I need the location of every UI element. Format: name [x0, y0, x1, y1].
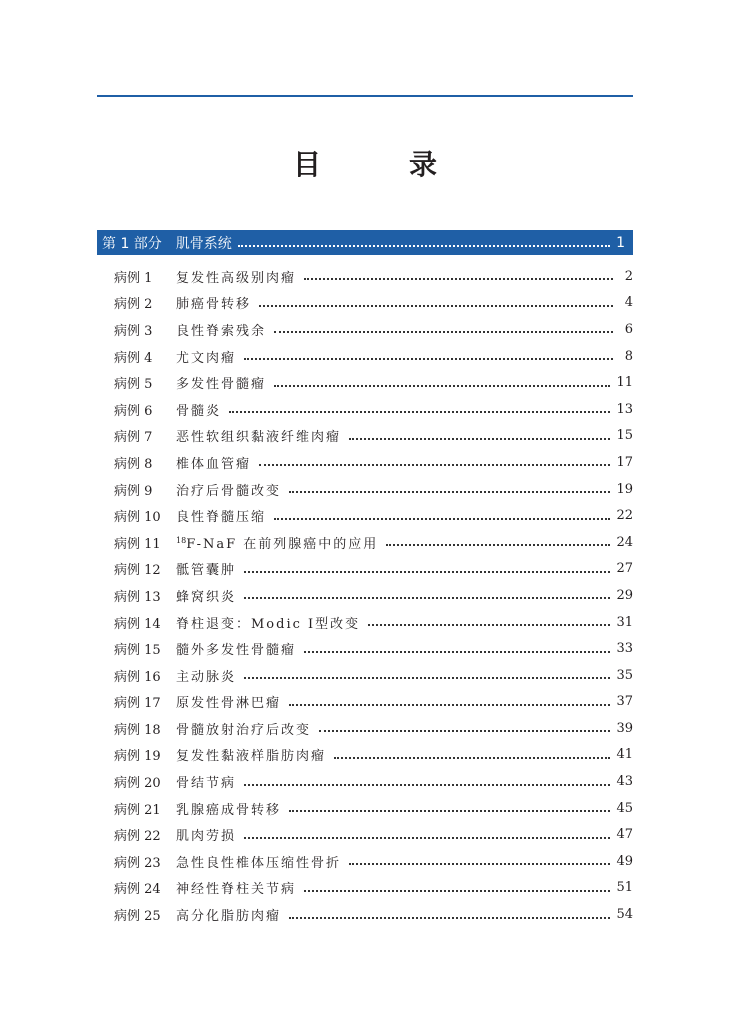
entry-title-text: 乳腺癌成骨转移: [176, 802, 282, 818]
entry-title-text: 尤文肉瘤: [176, 350, 237, 366]
entry-title: [176, 373, 266, 392]
entry-title-text: 复发性黏液样脂肪肉瘤: [176, 749, 327, 765]
entry-label: 病例 22: [114, 829, 161, 845]
entry-title-text: 神经性脊柱关节病: [176, 882, 297, 898]
toc-entry[interactable]: [114, 848, 633, 875]
entry-title: [176, 347, 236, 366]
entry-page: 15: [616, 428, 633, 444]
entry-title-text: 良性脊索残余: [176, 323, 267, 339]
entry-title-text: 主动脉炎: [176, 669, 237, 685]
entry-title: [176, 320, 266, 339]
toc-entry[interactable]: [114, 635, 633, 662]
entry-title: [176, 267, 296, 286]
entry-page: 39: [616, 720, 633, 736]
entry-label: 病例 6: [114, 403, 153, 419]
entry-page: 43: [616, 774, 633, 790]
entry-title-text: 椎体血管瘤: [176, 456, 252, 472]
entry-title-text: 骨髓放射治疗后改变: [176, 722, 312, 738]
entry-page: 19: [616, 481, 633, 497]
entry-title-text: 恶性软组织黏液纤维肉瘤: [176, 430, 342, 446]
entry-title: [176, 852, 341, 871]
entry-title-text: 蜂窝织炎: [176, 589, 237, 605]
toc-entry[interactable]: [114, 369, 633, 396]
entry-label: 病例 23: [114, 855, 161, 871]
entry-label: 病例 20: [114, 776, 161, 792]
entry-page: 49: [616, 853, 633, 869]
entry-title: [176, 453, 251, 472]
entry-title-text: 良性脊髓压缩: [176, 510, 267, 526]
toc-entry[interactable]: [114, 396, 633, 423]
entry-label: 病例 19: [114, 749, 161, 765]
toc-entry[interactable]: [114, 476, 633, 503]
entry-title: [176, 799, 281, 818]
entry-title-text: 骨结节病: [176, 776, 237, 792]
entry-title: [176, 613, 360, 632]
entry-page: 29: [616, 587, 633, 603]
entry-page: 27: [616, 561, 633, 577]
entry-title: [176, 293, 251, 312]
entry-title-text: 原发性骨淋巴瘤: [176, 696, 282, 712]
entry-title-text: 骨髓炎: [176, 403, 222, 419]
dot-leader: [259, 305, 613, 307]
dot-leader: [368, 624, 610, 626]
entry-title-text: 治疗后骨髓改变: [176, 483, 282, 499]
dot-leader: [289, 917, 610, 919]
entry-page: 22: [616, 508, 633, 524]
entry-page: 33: [616, 641, 633, 657]
dot-leader: [289, 810, 610, 812]
entry-label: 病例 15: [114, 643, 161, 659]
dot-leader: [244, 571, 610, 573]
entry-label: 病例 4: [114, 350, 153, 366]
toc-entry[interactable]: [114, 502, 633, 529]
entry-page: 41: [616, 747, 633, 763]
entry-label: 病例 16: [114, 669, 161, 685]
entry-title: [176, 825, 236, 844]
entry-title: [176, 586, 236, 605]
toc-entry[interactable]: [114, 316, 633, 343]
toc-entries: [114, 263, 633, 928]
entry-page: 47: [616, 827, 633, 843]
toc-entry[interactable]: [114, 529, 633, 556]
entry-label: 病例 9: [114, 483, 153, 499]
dot-leader: [274, 518, 610, 520]
dot-leader: [229, 411, 610, 413]
toc-entry[interactable]: [114, 795, 633, 822]
top-rule: [97, 95, 633, 97]
dot-leader: [386, 544, 610, 546]
entry-page: 31: [616, 614, 633, 630]
entry-label: 病例 8: [114, 456, 153, 472]
entry-page: 54: [616, 907, 633, 923]
entry-label: 病例 10: [114, 510, 161, 526]
dot-leader: [274, 385, 610, 387]
toc-entry[interactable]: [114, 343, 633, 370]
dot-leader: [334, 757, 610, 759]
entry-title: [176, 905, 281, 924]
dot-leader: [319, 730, 610, 732]
entry-title: [176, 666, 236, 685]
dot-leader: [304, 651, 610, 653]
dot-leader: [349, 438, 610, 440]
toc-entry[interactable]: [114, 875, 633, 902]
entry-title-text: 髓外多发性骨髓瘤: [176, 643, 297, 659]
entry-title: [176, 426, 341, 445]
dot-leader: [244, 677, 610, 679]
entry-label: 病例 3: [114, 323, 153, 339]
entry-page: 24: [616, 534, 633, 550]
entry-page: 4: [624, 295, 633, 311]
entry-title: [176, 745, 326, 764]
entry-page: 6: [624, 321, 633, 337]
entry-title: [176, 506, 266, 525]
dot-leader: [349, 863, 610, 865]
toc-entry[interactable]: [114, 609, 633, 636]
dot-leader: [304, 278, 613, 280]
toc-entry[interactable]: [114, 821, 633, 848]
entry-title: [176, 772, 236, 791]
entry-label: 病例 12: [114, 563, 161, 579]
entry-label: 病例 7: [114, 430, 153, 446]
toc-entry[interactable]: [114, 689, 633, 716]
dot-leader: [244, 837, 610, 839]
entry-label: 病例 14: [114, 616, 161, 632]
entry-page: 51: [616, 880, 633, 896]
toc-entry[interactable]: [114, 901, 633, 928]
entry-label: 病例 17: [114, 696, 161, 712]
entry-title: [176, 400, 221, 419]
dot-leader: [244, 784, 610, 786]
entry-page: 2: [624, 268, 633, 284]
entry-label: 病例 21: [114, 802, 161, 818]
entry-title-text: 多发性骨髓瘤: [176, 377, 267, 393]
entry-title: [176, 692, 281, 711]
entry-title-text: F-NaF 在前列腺癌中的应用: [186, 536, 379, 552]
dot-leader: [289, 704, 610, 706]
page-title: 目 录: [292, 148, 467, 181]
toc-entry[interactable]: [114, 423, 633, 450]
entry-label: 病例 11: [114, 536, 161, 552]
entry-title-superscript: 18: [176, 535, 187, 545]
entry-title-text: 肺癌骨转移: [176, 297, 252, 313]
entry-label: 病例 1: [114, 270, 153, 286]
dot-leader: [274, 331, 613, 333]
entry-page: 8: [624, 348, 633, 364]
entry-title: [176, 559, 236, 578]
entry-label: 病例 2: [114, 297, 153, 313]
part-number: 第 1 部分: [102, 235, 162, 252]
entry-title: [176, 719, 311, 738]
dot-leader: [304, 890, 610, 892]
toc-entry[interactable]: [114, 768, 633, 795]
entry-label: 病例 13: [114, 589, 161, 605]
entry-title-text: 高分化脂肪肉瘤: [176, 909, 282, 925]
toc-entry[interactable]: [114, 662, 633, 689]
entry-label: 病例 5: [114, 377, 153, 393]
entry-title-text: 骶管囊肿: [176, 563, 237, 579]
toc-entry[interactable]: [114, 582, 633, 609]
entry-title: [176, 878, 296, 897]
entry-page: 35: [616, 667, 633, 683]
entry-title-text: 复发性高级别肉瘤: [176, 270, 297, 286]
part-name: 肌骨系统: [175, 235, 232, 252]
toc-entry[interactable]: [114, 290, 633, 317]
entry-page: 37: [616, 694, 633, 710]
toc-entry[interactable]: [114, 742, 633, 769]
part-heading[interactable]: [97, 230, 633, 255]
entry-label: 病例 24: [114, 882, 161, 898]
toc-entry[interactable]: [114, 556, 633, 583]
entry-label: 病例 25: [114, 909, 161, 925]
dot-leader: [289, 491, 610, 493]
toc-entry[interactable]: [114, 449, 633, 476]
entry-title: [176, 639, 296, 658]
dot-leader: [244, 597, 610, 599]
dot-leader: [238, 245, 610, 247]
entry-page: 45: [616, 800, 633, 816]
entry-title: [176, 480, 281, 499]
toc-entry[interactable]: [114, 715, 633, 742]
part-page: 1: [616, 234, 625, 251]
entry-page: 13: [616, 401, 633, 417]
dot-leader: [259, 464, 610, 466]
entry-title-text: 肌肉劳损: [176, 829, 237, 845]
entry-title-text: 脊柱退变：Modic Ⅰ型改变: [176, 616, 361, 632]
toc-entry[interactable]: [114, 263, 633, 290]
entry-page: 11: [616, 375, 633, 391]
entry-page: 17: [616, 454, 633, 470]
entry-title: [176, 533, 378, 552]
entry-label: 病例 18: [114, 722, 161, 738]
dot-leader: [244, 358, 613, 360]
entry-title-text: 急性良性椎体压缩性骨折: [176, 855, 342, 871]
